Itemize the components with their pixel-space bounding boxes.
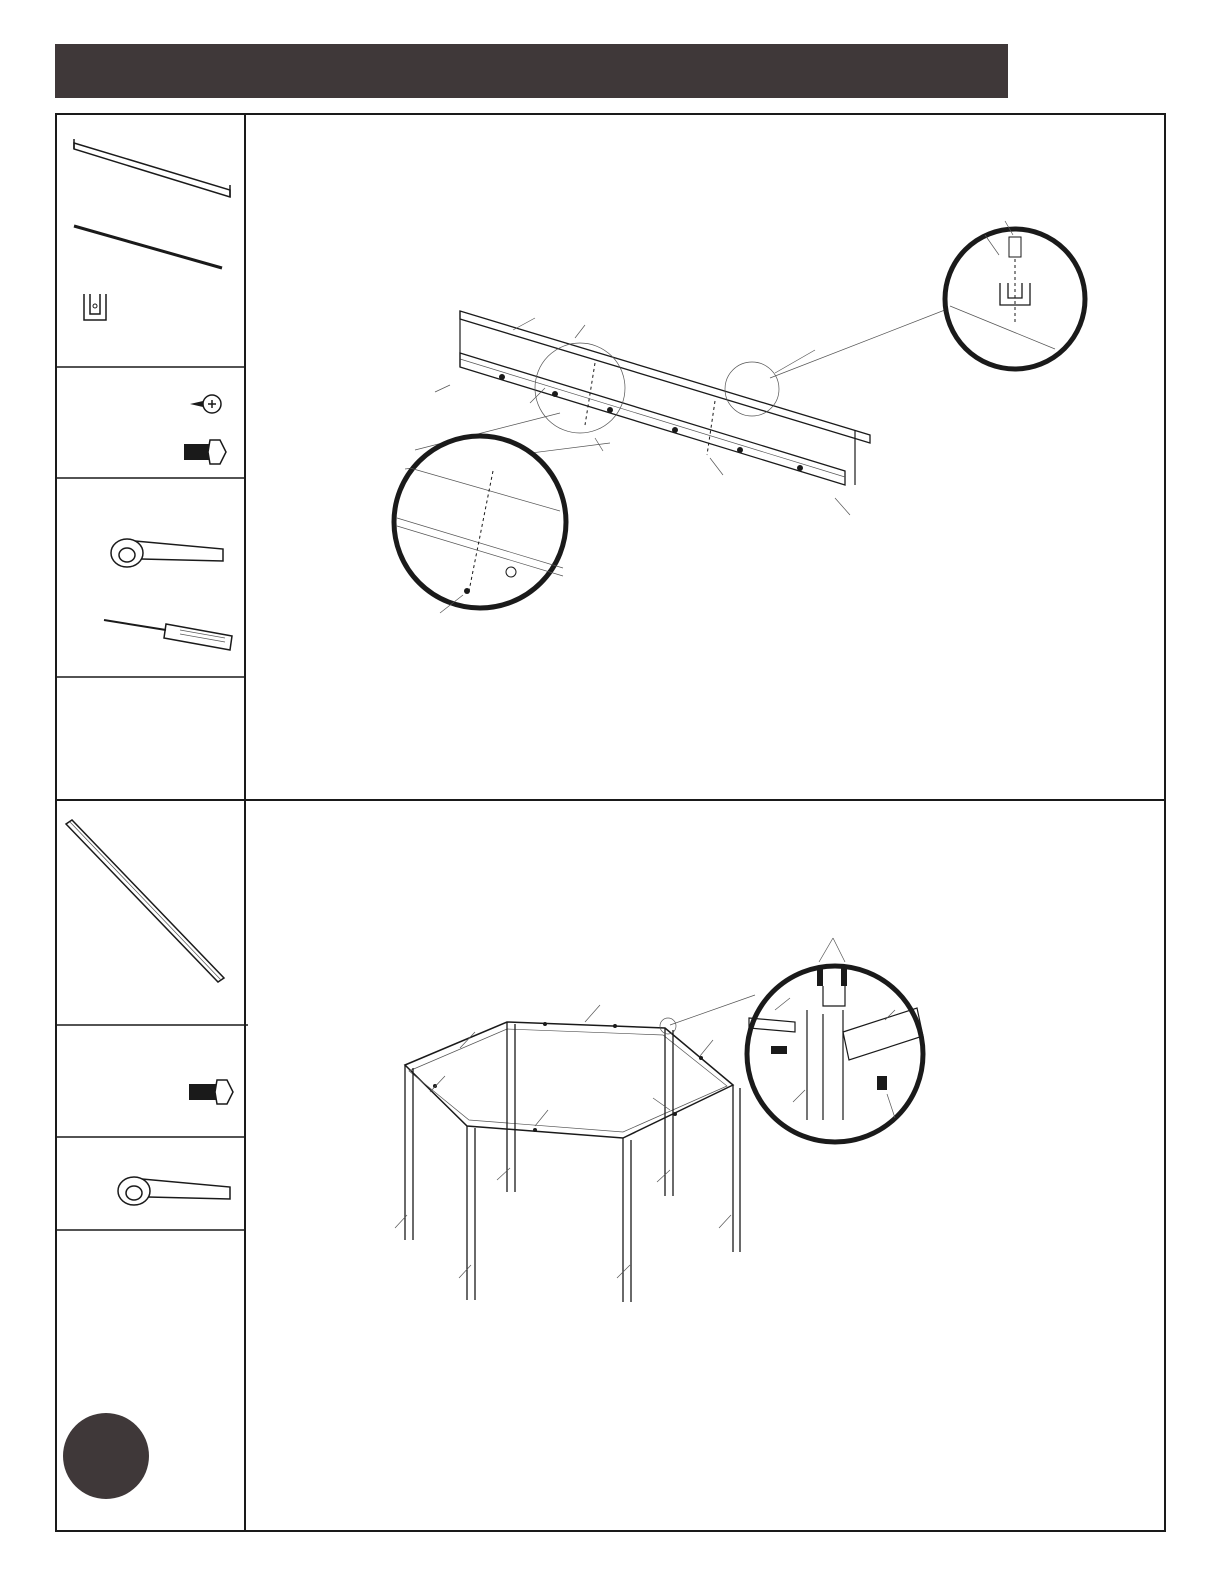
hex-wrench-icon-2: [112, 1165, 237, 1215]
screwdriver-icon: [100, 612, 240, 662]
step2-frame-diagram: [245, 800, 1166, 1532]
screen-strip-icon: [72, 222, 232, 272]
leg-post-icon: [62, 818, 237, 988]
hex-bolt-icon-2: [185, 1076, 240, 1108]
hex-wrench-icon: [105, 525, 230, 575]
u-bracket-icon: [78, 288, 118, 328]
page-number-badge: [63, 1413, 149, 1499]
beam-rail-icon: [70, 135, 240, 195]
phillips-screw-icon: [185, 390, 225, 420]
hex-bolt-icon: [180, 436, 230, 468]
step1-beam-diagram: [245, 113, 1166, 800]
